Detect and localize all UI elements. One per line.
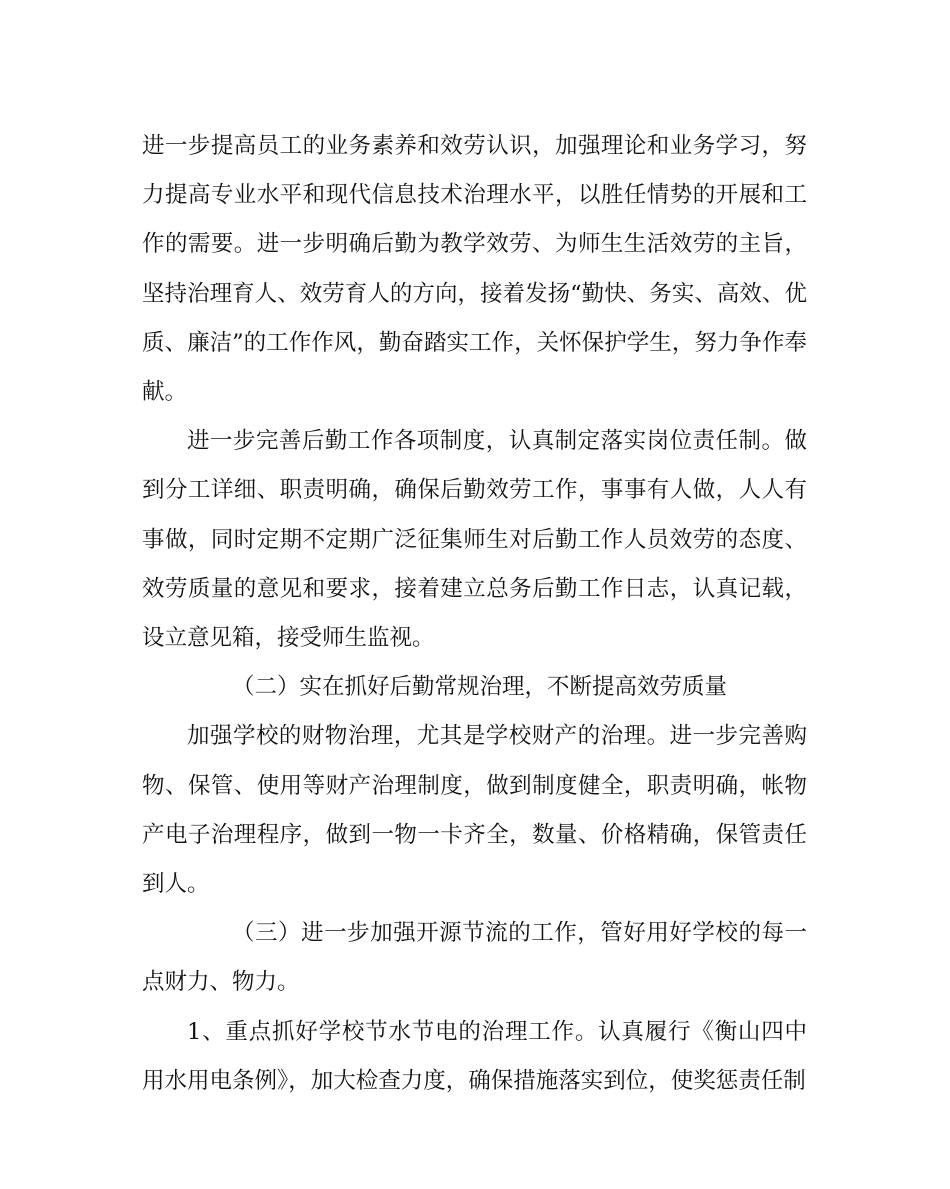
paragraph-service-quality: 进一步提高员工的业务素养和效劳认识，加强理论和业务学习，努力提高专业水平和现代信息技术治理水平，以胜任情势的开展和工作的需要。进一步明确后勤为教学效劳、为师生生活效劳的主旨，坚持治理育人、效劳育人的方向，接着发扬“勤快、务实、高效、优质、廉洁”的工作作风，勤奋踏实工作，关怀保护学生，努力争作奉献。 xyxy=(142,133,807,406)
section-heading-2: （二）实在抓好后勤常规治理，不断提高效劳质量 xyxy=(232,674,728,701)
paragraph-water-electricity: 1、重点抓好学校节水节电的治理工作。认真履行《衡山四中用水用电条例》，加大检查力度，确保措施落实到位，使奖惩责任制 xyxy=(142,1018,807,1094)
section-heading-3: （三）进一步加强开源节流的工作，管好用好学校的每一点财力、物力。 xyxy=(142,920,807,996)
document-body xyxy=(142,122,807,1106)
paragraph-property-management: 加强学校的财物治理，尤其是学校财产的治理。进一步完善购物、保管、使用等财产治理制度，做到制度健全，职责明确，帐物产电子治理程序，做到一物一卡齐全，数量、价格精确，保管责任到人。 xyxy=(142,723,807,898)
paragraph-job-responsibility: 进一步完善后勤工作各项制度，认真制定落实岗位责任制。做到分工详细、职责明确，确保后勤效劳工作，事事有人做，人人有事做，同时定期不定期广泛征集师生对后勤工作人员效劳的态度、效劳质量的意见和要求，接着建立总务后勤工作日志，认真记载，设立意见箱，接受师生监视。 xyxy=(142,428,807,652)
